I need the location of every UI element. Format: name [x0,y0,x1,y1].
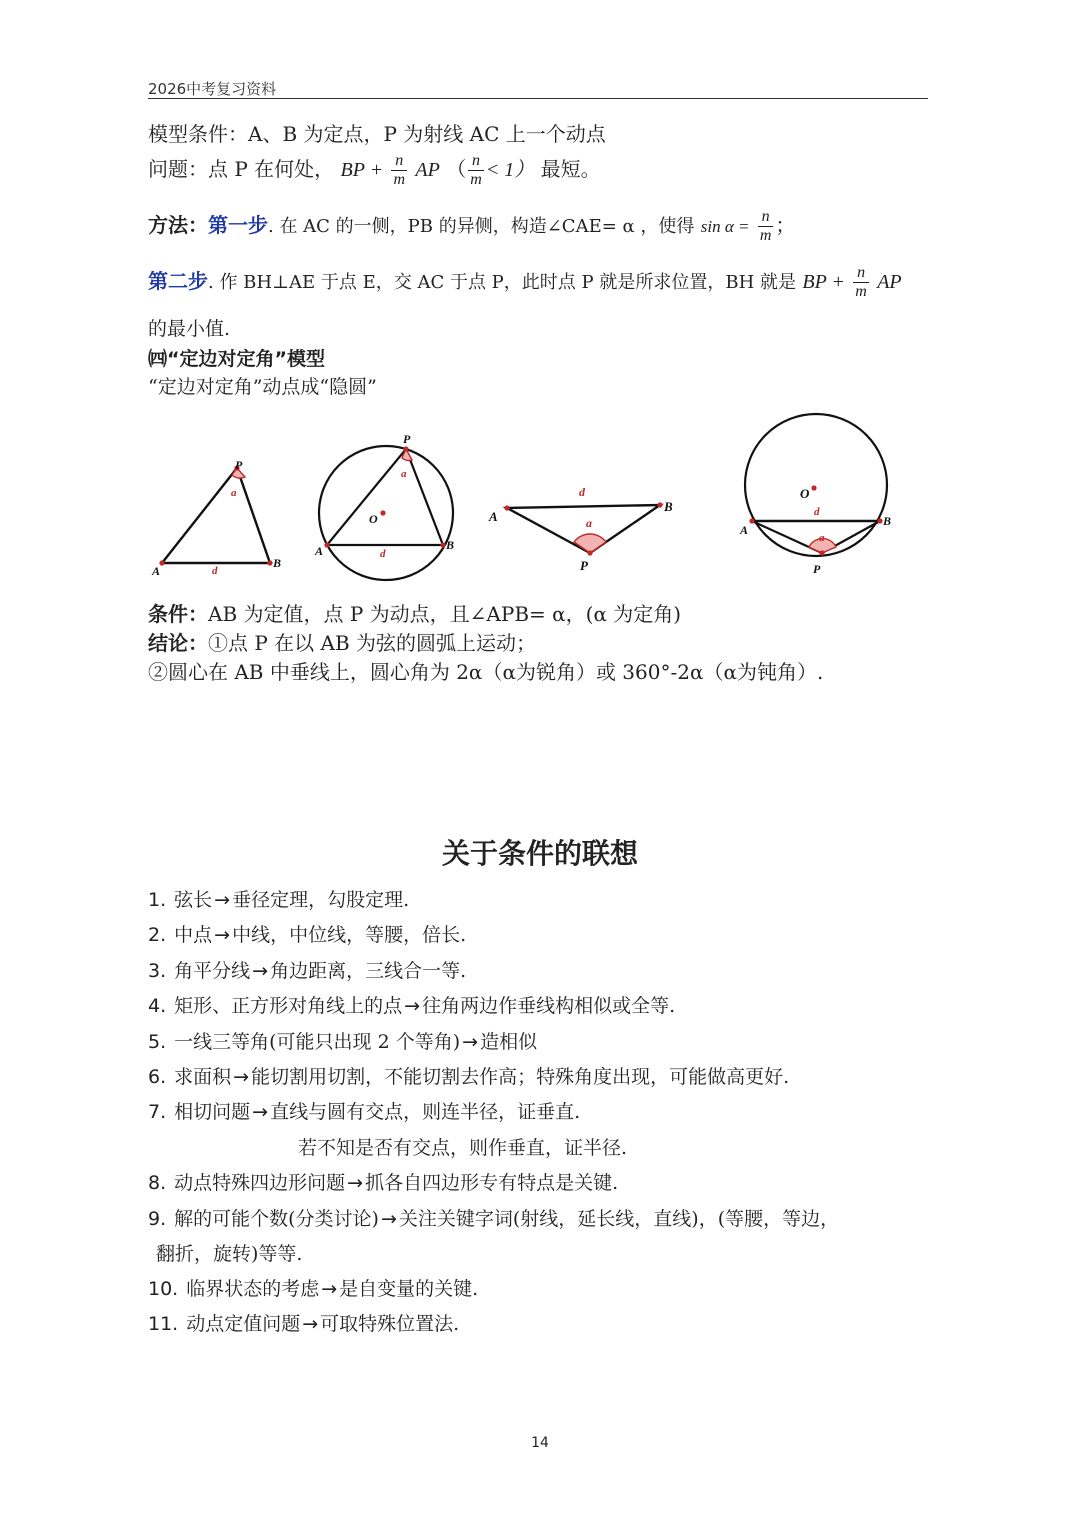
fig2-label-A: A [315,544,324,558]
association-item-number: 4. [148,995,167,1017]
association-item-number: 1. [148,889,167,911]
figure-triangle [151,458,281,578]
association-item-condition: 一线三等角(可能只出现 2 个等角) [174,1031,461,1053]
associations-title: 关于条件的联想 [441,837,638,870]
question-line [148,152,601,189]
association-item-condition: 相切问题 [174,1101,251,1123]
question-prefix: 问题：点 P 在何处， [148,157,335,181]
method-step2-line [148,264,902,301]
step2-label: 第二步 [148,269,208,293]
association-item [148,991,675,1018]
fig4-label-A: A [740,523,749,537]
model-condition-line [148,118,606,147]
fig3-label-a: a [586,516,592,530]
model4-title: ㈣“定边对定角”模型 [148,348,325,370]
association-item-condition: 临界状态的考虑 [186,1278,320,1300]
association-item-number: 8. [148,1172,167,1194]
association-item-number: 10. [148,1278,179,1300]
fig1-label-B: B [273,556,282,570]
association-item-condition: 求面积 [174,1066,232,1088]
association-item [148,1097,580,1124]
association-item-association: 往角两边作垂线构相似或全等. [422,995,676,1017]
association-item-association: 中线，中位线，等腰，倍长. [232,924,467,946]
right-arrow-icon: → [233,1066,250,1088]
association-item [148,920,466,947]
fig4-label-O: O [800,486,810,501]
fig4-label-P: P [813,562,821,576]
step2-fraction: $\frac{n}{m}$ [855,264,867,300]
conclusion-line-1 [148,627,536,656]
association-item-condition: 弦长 [174,889,213,911]
association-item-association: 关注关键字词(射线，延长线，直线)，(等腰，等边， [398,1208,840,1230]
conclusion-label: 结论： [148,631,208,655]
right-arrow-icon: → [347,1172,364,1194]
association-item-number: 5. [148,1031,167,1053]
fig3-label-P: P [580,558,588,573]
fig3-label-d: d [579,485,585,499]
conclusion-2: ②圆心在 AB 中垂线上，圆心角为 2α（α为锐角）或 360°-2α（α为钝角）. [148,660,824,684]
right-arrow-icon: → [380,1208,397,1230]
association-item-association: 若不知是否有交点，则作垂直，证半径. [298,1137,628,1159]
fig2-label-d: d [380,548,386,560]
association-item [148,1204,839,1231]
fig1-label-a: a [231,487,237,499]
question-expr-right: AP [415,159,440,181]
right-arrow-icon: → [214,889,231,911]
method-step1-line [148,208,795,245]
fig1-label-d: d [212,565,218,577]
step1-label: 第一步 [208,213,268,237]
step1-end: ； [775,213,796,237]
association-item-number: 6. [148,1066,167,1088]
question-cond-rest: < 1） [485,159,535,181]
association-item-condition: 解的可能个数(分类讨论) [174,1208,379,1230]
association-item-number: 2. [148,924,167,946]
conclusion-1: ①点 P 在以 AB 为弦的圆弧上运动； [208,631,537,655]
question-suffix: 最短。 [540,157,601,181]
association-item-association: 角边距离，三线合一等. [270,960,467,982]
association-item [148,1062,789,1089]
right-arrow-icon: → [462,1031,479,1053]
fig3-label-A: A [489,509,498,524]
figures-row [140,405,920,590]
association-item-number: 11. [148,1313,179,1335]
figure-inscribed-circle [314,432,454,580]
model-condition-text: A、B 为定点，P 为射线 AC 上一个动点 [248,122,606,146]
association-item-condition: 动点特殊四边形问题 [174,1172,346,1194]
association-item [148,1027,537,1054]
association-item [148,1309,459,1336]
fig2-label-P: P [403,432,411,446]
question-cond-fraction: $\frac{n}{m}$ [470,152,482,188]
association-item [148,1168,618,1195]
association-item-number: 7. [148,1101,167,1123]
question-cond-open: （ [446,157,467,181]
question-fraction: $\frac{n}{m}$ [393,152,406,188]
fig2-label-a: a [401,468,407,480]
condition-label: 条件： [148,602,208,626]
fig2-label-O: O [369,512,378,526]
model4-subtitle: “定边对定角”动点成“隐圆” [148,376,377,398]
method-label: 方法： [148,213,208,237]
fig1-label-A: A [152,564,161,578]
right-arrow-icon: → [252,1101,269,1123]
page-number: 14 [531,1435,549,1451]
model-condition-label: 模型条件： [148,122,248,146]
association-item-condition: 角平分线 [174,960,251,982]
association-item-association: 翻折，旋转)等等. [156,1243,303,1265]
right-arrow-icon: → [252,960,269,982]
step2-text: . 作 BH⊥AE 于点 E，交 AC 于点 P，此时点 P 就是所求位置，BH 就是 [208,272,796,293]
step2-tail: 的最小值. [148,318,231,340]
figure-obtuse-triangle [488,485,673,573]
right-arrow-icon: → [321,1278,338,1300]
figure-circle-obtuse [739,414,891,576]
association-item-association: 可取特殊位置法. [320,1313,460,1335]
fig4-label-a: a [819,532,825,544]
association-item-association: 抓各自四边形专有特点是关键. [365,1172,619,1194]
condition-line [148,598,681,627]
step1-text: . 在 AC 的一侧，PB 的异侧，构造∠CAE= α ，使得 [268,216,695,237]
association-item [148,885,409,912]
association-item-association: 造相似 [480,1031,538,1053]
association-item-association: 直线与圆有交点，则连半径，证垂直. [270,1101,581,1123]
step1-fraction: $\frac{n}{m}$ [759,208,772,244]
association-item-association: 能切割用切割，不能切割去作高；特殊角度出现，可能做高更好. [251,1066,790,1088]
association-item [148,1274,478,1301]
fig4-label-B: B [883,514,892,528]
association-item [148,956,466,983]
condition-text: AB 为定值，点 P 为动点，且∠APB= α，(α 为定角) [208,602,682,626]
association-item-condition: 中点 [174,924,213,946]
right-arrow-icon: → [302,1313,319,1335]
association-item-condition: 动点定值问题 [186,1313,301,1335]
association-item [290,1133,627,1160]
header-divider [148,98,928,99]
association-item-association: 垂径定理，勾股定理. [232,889,410,911]
fig1-label-P: P [235,458,243,472]
association-item-association: 是自变量的关键. [339,1278,479,1300]
right-arrow-icon: → [404,995,421,1017]
question-expr-left: BP + [340,159,384,181]
step2-expr-left: BP + [802,271,845,293]
association-item-number: 3. [148,960,167,982]
page-header-title: 2026中考复习资料 [148,80,277,98]
fig3-label-B: B [664,499,673,514]
association-item-number: 9. [148,1208,167,1230]
right-arrow-icon: → [214,924,231,946]
step1-sin-expr: sin α = [700,217,750,236]
association-item-condition: 矩形、正方形对角线上的点 [174,995,403,1017]
association-item [148,1239,302,1266]
fig2-label-B: B [446,538,455,552]
step2-expr-right: AP [877,271,902,293]
fig4-label-d: d [814,506,820,518]
